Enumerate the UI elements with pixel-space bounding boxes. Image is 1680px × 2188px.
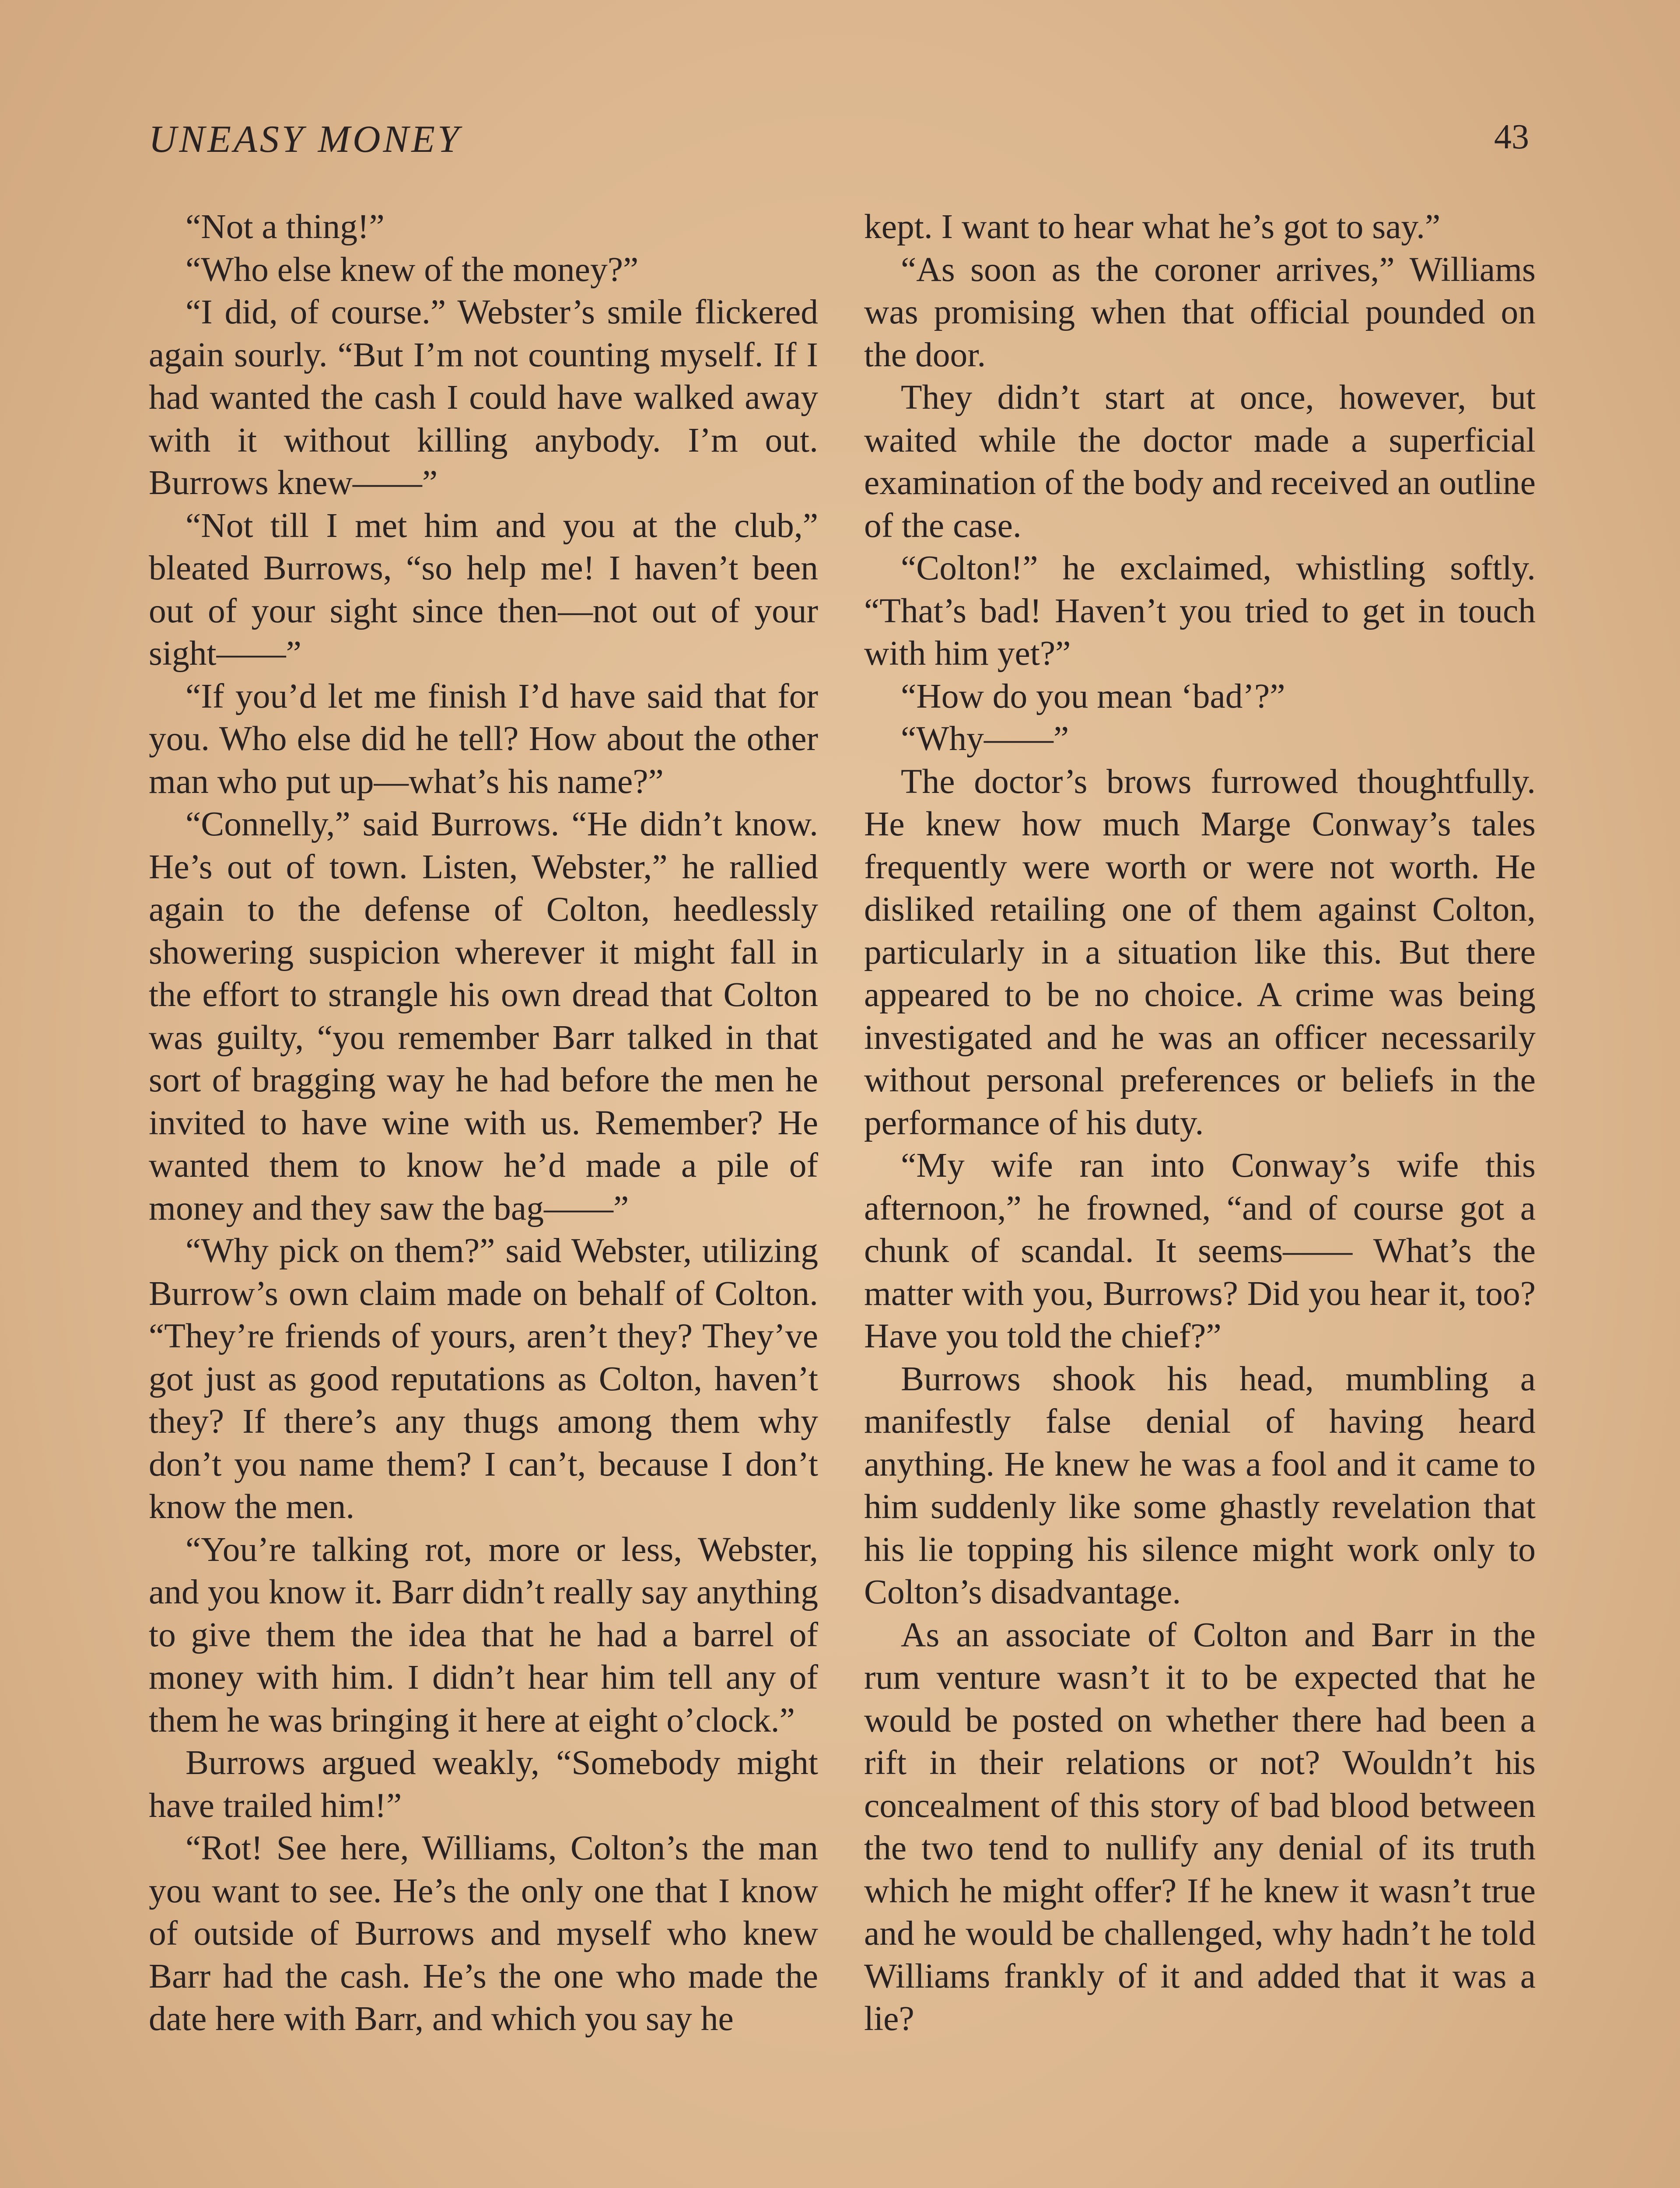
left-column: [149, 206, 818, 2188]
paragraph: “Not till I met him and you at the club,” bleated Burrows, “so help me! I haven’t been out of your sight since then—not out of your sight——”: [149, 506, 818, 673]
paragraph: Burrows shook his head, mumbling a manifestly false denial of having heard anything. He knew he was a fool and it came to him suddenly like some ghastly revelation that his lie topping his silence might work only to Colton’s disadvantage.: [864, 1359, 1536, 1611]
paragraph: “As soon as the coroner arrives,” Williams was promising when that official pounded on the door.: [864, 250, 1536, 374]
paragraph: “Rot! See here, Williams, Colton’s the man you want to see. He’s the only one that I know of outside of Burrows and myself who knew Barr had the cash. He’s the one who made the date here with Barr, and which you say he: [149, 1829, 818, 2038]
right-column: [864, 206, 1536, 2188]
paragraph: “Not a thing!”: [186, 207, 385, 246]
paragraph: The doctor’s brows furrowed thoughtfully. He knew how much Marge Conway’s tales frequently were worth or were not worth. He disliked retailing one of them against Colton, particularly in a situation like this. But there appeared to be no choice. A crime was being investigated and he was an officer necessarily without personal preferences or beliefs in the performance of his duty.: [864, 762, 1536, 1142]
paragraph: “Who else knew of the money?”: [186, 250, 639, 289]
paragraph: “If you’d let me finish I’d have said that for you. Who else did he tell? How about the other man who put up—what’s his name?”: [149, 677, 818, 801]
page-number: 43: [1494, 118, 1529, 156]
paragraph: “I did, of course.” Webster’s smile flickered again sourly. “But I’m not counting myself. If I had wanted the cash I could have walked away with it without killing anybody. I’m out. Burrows knew——”: [149, 293, 818, 502]
running-title: UNEASY MONEY: [149, 118, 462, 161]
paragraph: “My wife ran into Conway’s wife this afternoon,” he frowned, “and of course got a chunk of scandal. It seems—— What’s the matter with you, Burrows? Did you hear it, too? Have you told the chief?”: [864, 1146, 1536, 1355]
paragraph-continuation: kept. I want to hear what he’s got to say.”: [864, 207, 1441, 246]
paragraph: Burrows argued weakly, “Somebody might have trailed him!”: [149, 1743, 818, 1825]
paragraph: “How do you mean ‘bad’?”: [901, 677, 1285, 715]
paragraph: “Why pick on them?” said Webster, utilizing Burrow’s own claim made on behalf of Colton. “They’re friends of yours, aren’t they? They’ve got just as good reputations as Colton, haven’t they? If there’s any thugs among them why don’t you name them? I can’t, because I don’t know the men.: [149, 1231, 818, 1526]
paragraph: They didn’t start at once, however, but waited while the doctor made a superficial examination of the body and received an outline of the case.: [864, 378, 1536, 545]
paragraph: “Why——”: [901, 719, 1069, 758]
paragraph: As an associate of Colton and Barr in the rum venture wasn’t it to be expected that he would be posted on whether there had been a rift in their relations or not? Wouldn’t his concealment of this story of bad blood between the two tend to nullify any denial of its truth which he might offer? If he knew it wasn’t true and he would be challenged, why hadn’t he told Williams frankly of it and added that it was a lie?: [864, 1615, 1536, 2038]
paragraph: “Colton!” he exclaimed, whistling softly. “That’s bad! Haven’t you tried to get in touch with him yet?”: [864, 549, 1536, 673]
paragraph: “Connelly,” said Burrows. “He didn’t know. He’s out of town. Listen, Webster,” he rallied again to the defense of Colton, heedlessly showering suspicion wherever it might fall in the effort to strangle his own dread that Colton was guilty, “you remember Barr talked in that sort of bragging way he had before the men he invited to have wine with us. Remember? He wanted them to know he’d made a pile of money and they saw the bag——”: [149, 805, 818, 1227]
paragraph: “You’re talking rot, more or less, Webster, and you know it. Barr didn’t really say anything to give them the idea that he had a barrel of money with him. I didn’t hear him tell any of them he was bringing it here at eight o’clock.”: [149, 1530, 818, 1739]
